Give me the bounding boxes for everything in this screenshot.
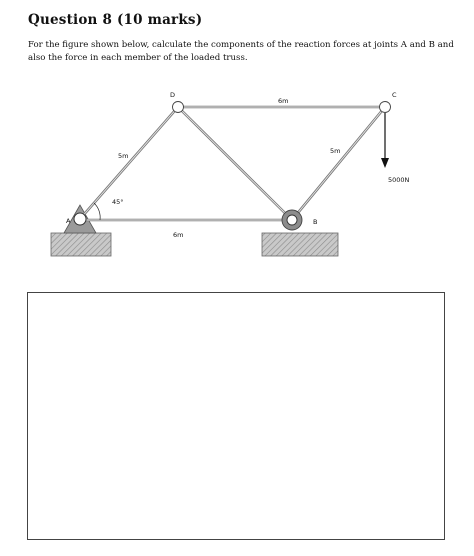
joint-b xyxy=(287,215,297,225)
joint-c xyxy=(380,102,391,113)
load-arrow-head xyxy=(381,158,389,168)
node-label-b: B xyxy=(313,218,318,226)
load-label: 5000N xyxy=(388,176,410,184)
ab-length-label: 6m xyxy=(173,231,184,239)
answer-box[interactable] xyxy=(27,292,445,540)
angle-arc xyxy=(94,203,100,220)
truss-members xyxy=(80,107,385,220)
joint-d xyxy=(173,102,184,113)
question-text: For the figure shown below, calculate the components of the reaction forces at joints A and B and also the force in each member of the loaded truss. xyxy=(28,40,454,63)
node-label-d: D xyxy=(170,91,176,99)
angle-label: 45° xyxy=(112,198,124,206)
ad-length-label: 5m xyxy=(118,152,129,160)
question-title: Question 8 (10 marks) xyxy=(28,12,203,28)
dc-length-label: 6m xyxy=(278,97,289,105)
ground-support-a xyxy=(51,233,111,256)
node-label-c: C xyxy=(392,91,397,99)
bc-length-label: 5m xyxy=(330,147,341,155)
joint-a xyxy=(74,213,86,225)
ground-support-b xyxy=(262,233,338,256)
node-label-a: A xyxy=(66,217,71,225)
